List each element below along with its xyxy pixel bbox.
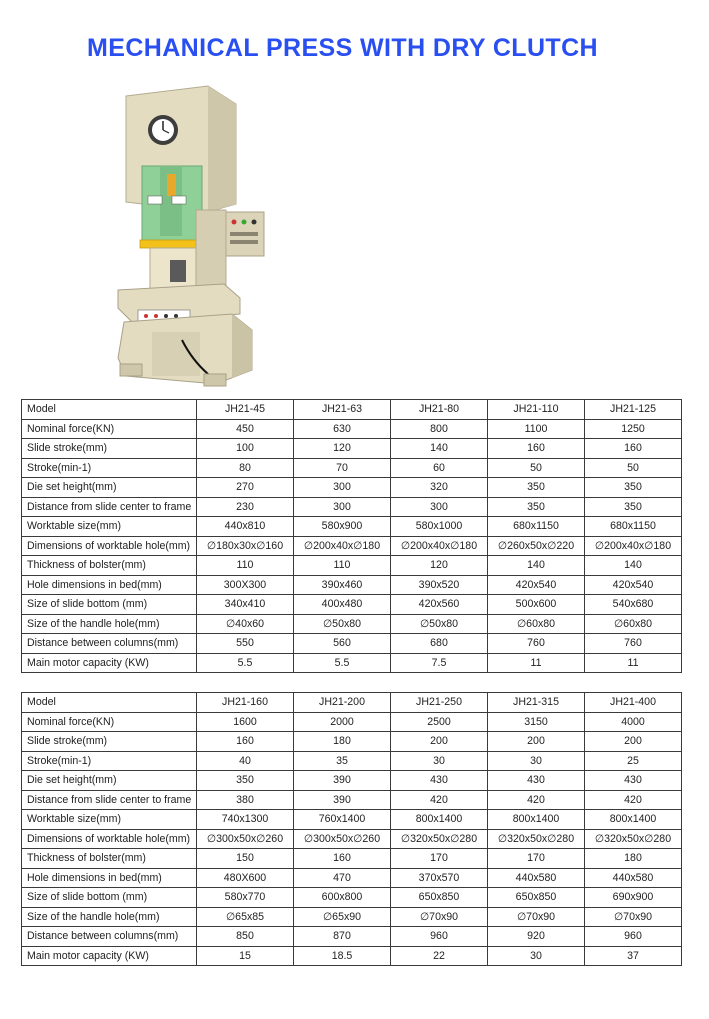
value-cell: 2000 (294, 712, 391, 732)
table-row (22, 907, 682, 927)
model-cell: JH21-63 (294, 400, 391, 420)
value-cell: 870 (294, 927, 391, 947)
table-row (22, 790, 682, 810)
value-cell: 390 (294, 790, 391, 810)
value-cell: 690x900 (585, 888, 682, 908)
value-cell: 1600 (197, 712, 294, 732)
value-cell: 300 (391, 497, 488, 517)
value-cell: ∅60x80 (488, 614, 585, 634)
value-cell: 650x850 (391, 888, 488, 908)
table-row (22, 497, 682, 517)
table-row (22, 478, 682, 498)
value-cell: ∅50x80 (294, 614, 391, 634)
value-cell: 440x810 (197, 517, 294, 537)
value-cell: ∅200x40x∅180 (585, 536, 682, 556)
table-row (22, 751, 682, 771)
value-cell: 80 (197, 458, 294, 478)
value-cell: 150 (197, 849, 294, 869)
value-cell: 550 (197, 634, 294, 654)
table-row-model (22, 400, 682, 420)
value-cell: 200 (585, 732, 682, 752)
value-cell: 420x540 (488, 575, 585, 595)
value-cell: ∅200x40x∅180 (391, 536, 488, 556)
value-cell: 15 (197, 946, 294, 966)
table-row (22, 771, 682, 791)
value-cell: 760 (488, 634, 585, 654)
row-label: Main motor capacity (KW) (22, 653, 197, 673)
value-cell: 960 (391, 927, 488, 947)
value-cell: 180 (294, 732, 391, 752)
value-cell: ∅320x50x∅280 (488, 829, 585, 849)
value-cell: 650x850 (488, 888, 585, 908)
value-cell: 11 (488, 653, 585, 673)
value-cell: 420 (585, 790, 682, 810)
row-label: Thickness of bolster(mm) (22, 556, 197, 576)
value-cell: 350 (585, 497, 682, 517)
row-label: Distance from slide center to frame (22, 790, 197, 810)
row-label: Model (22, 400, 197, 420)
row-label: Distance between columns(mm) (22, 634, 197, 654)
value-cell: 140 (488, 556, 585, 576)
value-cell: 400x480 (294, 595, 391, 615)
value-cell: 760x1400 (294, 810, 391, 830)
value-cell: 120 (294, 439, 391, 459)
model-cell: JH21-125 (585, 400, 682, 420)
table-row (22, 419, 682, 439)
row-label: Slide stroke(mm) (22, 732, 197, 752)
model-cell: JH21-200 (294, 693, 391, 713)
value-cell: 320 (391, 478, 488, 498)
value-cell: 420 (391, 790, 488, 810)
value-cell: 5.5 (294, 653, 391, 673)
value-cell: ∅70x90 (585, 907, 682, 927)
value-cell: 390x520 (391, 575, 488, 595)
value-cell: 160 (294, 849, 391, 869)
table-row (22, 653, 682, 673)
value-cell: 850 (197, 927, 294, 947)
value-cell: ∅65x90 (294, 907, 391, 927)
value-cell: 18.5 (294, 946, 391, 966)
model-cell: JH21-250 (391, 693, 488, 713)
value-cell: 60 (391, 458, 488, 478)
row-label: Size of slide bottom (mm) (22, 595, 197, 615)
mechanical-press-image (112, 84, 270, 389)
spec-table-2 (21, 692, 682, 966)
value-cell: 370x570 (391, 868, 488, 888)
value-cell: 50 (488, 458, 585, 478)
value-cell: 7.5 (391, 653, 488, 673)
value-cell: ∅65x85 (197, 907, 294, 927)
value-cell: 5.5 (197, 653, 294, 673)
value-cell: 440x580 (488, 868, 585, 888)
row-label: Model (22, 693, 197, 713)
row-label: Distance from slide center to frame (22, 497, 197, 517)
model-cell: JH21-80 (391, 400, 488, 420)
value-cell: 390x460 (294, 575, 391, 595)
page-title (0, 34, 709, 63)
value-cell: 160 (488, 439, 585, 459)
row-label: Size of slide bottom (mm) (22, 888, 197, 908)
value-cell: 470 (294, 868, 391, 888)
row-label: Main motor capacity (KW) (22, 946, 197, 966)
value-cell: 630 (294, 419, 391, 439)
model-cell: JH21-400 (585, 693, 682, 713)
value-cell: 100 (197, 439, 294, 459)
value-cell: 560 (294, 634, 391, 654)
spec-table-1-body (22, 419, 682, 673)
table-row (22, 439, 682, 459)
value-cell: 800x1400 (488, 810, 585, 830)
table-row (22, 732, 682, 752)
value-cell: 35 (294, 751, 391, 771)
value-cell: 760 (585, 634, 682, 654)
value-cell: 170 (391, 849, 488, 869)
value-cell: 350 (488, 478, 585, 498)
value-cell: 600x800 (294, 888, 391, 908)
row-label: Stroke(min-1) (22, 751, 197, 771)
model-cell: JH21-160 (197, 693, 294, 713)
value-cell: ∅40x60 (197, 614, 294, 634)
table-row (22, 810, 682, 830)
value-cell: 4000 (585, 712, 682, 732)
value-cell: 1100 (488, 419, 585, 439)
value-cell: 300 (294, 478, 391, 498)
row-label: Hole dimensions in bed(mm) (22, 868, 197, 888)
value-cell: 200 (391, 732, 488, 752)
value-cell: ∅320x50x∅280 (585, 829, 682, 849)
value-cell: 30 (391, 751, 488, 771)
value-cell: 800 (391, 419, 488, 439)
value-cell: 500x600 (488, 595, 585, 615)
value-cell: 140 (585, 556, 682, 576)
value-cell: 22 (391, 946, 488, 966)
value-cell: 2500 (391, 712, 488, 732)
value-cell: 920 (488, 927, 585, 947)
table-row-model (22, 693, 682, 713)
row-label: Nominal force(KN) (22, 419, 197, 439)
value-cell: 160 (197, 732, 294, 752)
value-cell: 440x580 (585, 868, 682, 888)
value-cell: ∅300x50x∅260 (294, 829, 391, 849)
table-row (22, 556, 682, 576)
table-row (22, 634, 682, 654)
value-cell: 480X600 (197, 868, 294, 888)
value-cell: 25 (585, 751, 682, 771)
value-cell: 740x1300 (197, 810, 294, 830)
value-cell: 540x680 (585, 595, 682, 615)
row-label: Size of the handle hole(mm) (22, 907, 197, 927)
value-cell: 680 (391, 634, 488, 654)
row-label: Distance between columns(mm) (22, 927, 197, 947)
value-cell: 800x1400 (585, 810, 682, 830)
value-cell: 960 (585, 927, 682, 947)
row-label: Dimensions of worktable hole(mm) (22, 536, 197, 556)
value-cell: 390 (294, 771, 391, 791)
value-cell: 350 (197, 771, 294, 791)
table-row (22, 712, 682, 732)
value-cell: ∅320x50x∅280 (391, 829, 488, 849)
table-row (22, 458, 682, 478)
value-cell: 800x1400 (391, 810, 488, 830)
value-cell: 350 (585, 478, 682, 498)
value-cell: 180 (585, 849, 682, 869)
value-cell: ∅260x50x∅220 (488, 536, 585, 556)
value-cell: 580x1000 (391, 517, 488, 537)
table-row (22, 829, 682, 849)
table-row (22, 868, 682, 888)
value-cell: 110 (294, 556, 391, 576)
value-cell: 50 (585, 458, 682, 478)
value-cell: 140 (391, 439, 488, 459)
value-cell: ∅70x90 (391, 907, 488, 927)
row-label: Worktable size(mm) (22, 517, 197, 537)
value-cell: 1250 (585, 419, 682, 439)
table-row (22, 595, 682, 615)
value-cell: 30 (488, 946, 585, 966)
value-cell: 300X300 (197, 575, 294, 595)
row-label: Die set height(mm) (22, 478, 197, 498)
table-row (22, 927, 682, 947)
value-cell: 340x410 (197, 595, 294, 615)
value-cell: 430 (585, 771, 682, 791)
model-cell: JH21-45 (197, 400, 294, 420)
value-cell: 160 (585, 439, 682, 459)
row-label: Size of the handle hole(mm) (22, 614, 197, 634)
value-cell: 380 (197, 790, 294, 810)
model-cell: JH21-315 (488, 693, 585, 713)
row-label: Worktable size(mm) (22, 810, 197, 830)
value-cell: ∅200x40x∅180 (294, 536, 391, 556)
value-cell: 420x560 (391, 595, 488, 615)
row-label: Thickness of bolster(mm) (22, 849, 197, 869)
value-cell: 40 (197, 751, 294, 771)
row-label: Nominal force(KN) (22, 712, 197, 732)
value-cell: 120 (391, 556, 488, 576)
value-cell: 580x770 (197, 888, 294, 908)
table-row (22, 517, 682, 537)
value-cell: 450 (197, 419, 294, 439)
value-cell: 30 (488, 751, 585, 771)
value-cell: 580x900 (294, 517, 391, 537)
row-label: Dimensions of worktable hole(mm) (22, 829, 197, 849)
value-cell: 300 (294, 497, 391, 517)
spec-table-2-body (22, 712, 682, 966)
value-cell: 420x540 (585, 575, 682, 595)
table-row (22, 614, 682, 634)
table-row (22, 575, 682, 595)
value-cell: ∅300x50x∅260 (197, 829, 294, 849)
value-cell: 430 (488, 771, 585, 791)
row-label: Hole dimensions in bed(mm) (22, 575, 197, 595)
table-row (22, 536, 682, 556)
row-label: Slide stroke(mm) (22, 439, 197, 459)
row-label: Stroke(min-1) (22, 458, 197, 478)
value-cell: ∅60x80 (585, 614, 682, 634)
value-cell: 230 (197, 497, 294, 517)
value-cell: 170 (488, 849, 585, 869)
value-cell: 680x1150 (585, 517, 682, 537)
value-cell: 70 (294, 458, 391, 478)
value-cell: 350 (488, 497, 585, 517)
value-cell: 430 (391, 771, 488, 791)
value-cell: 420 (488, 790, 585, 810)
table-row (22, 888, 682, 908)
value-cell: 3150 (488, 712, 585, 732)
spec-table-1 (21, 399, 682, 673)
row-label: Die set height(mm) (22, 771, 197, 791)
value-cell: ∅70x90 (488, 907, 585, 927)
value-cell: 110 (197, 556, 294, 576)
value-cell: 270 (197, 478, 294, 498)
model-cell: JH21-110 (488, 400, 585, 420)
page-title-text: MECHANICAL PRESS WITH DRY CLUTCH (87, 34, 598, 62)
value-cell: 680x1150 (488, 517, 585, 537)
value-cell: 37 (585, 946, 682, 966)
value-cell: 11 (585, 653, 682, 673)
value-cell: 200 (488, 732, 585, 752)
table-row (22, 849, 682, 869)
value-cell: ∅180x30x∅160 (197, 536, 294, 556)
value-cell: ∅50x80 (391, 614, 488, 634)
table-row (22, 946, 682, 966)
